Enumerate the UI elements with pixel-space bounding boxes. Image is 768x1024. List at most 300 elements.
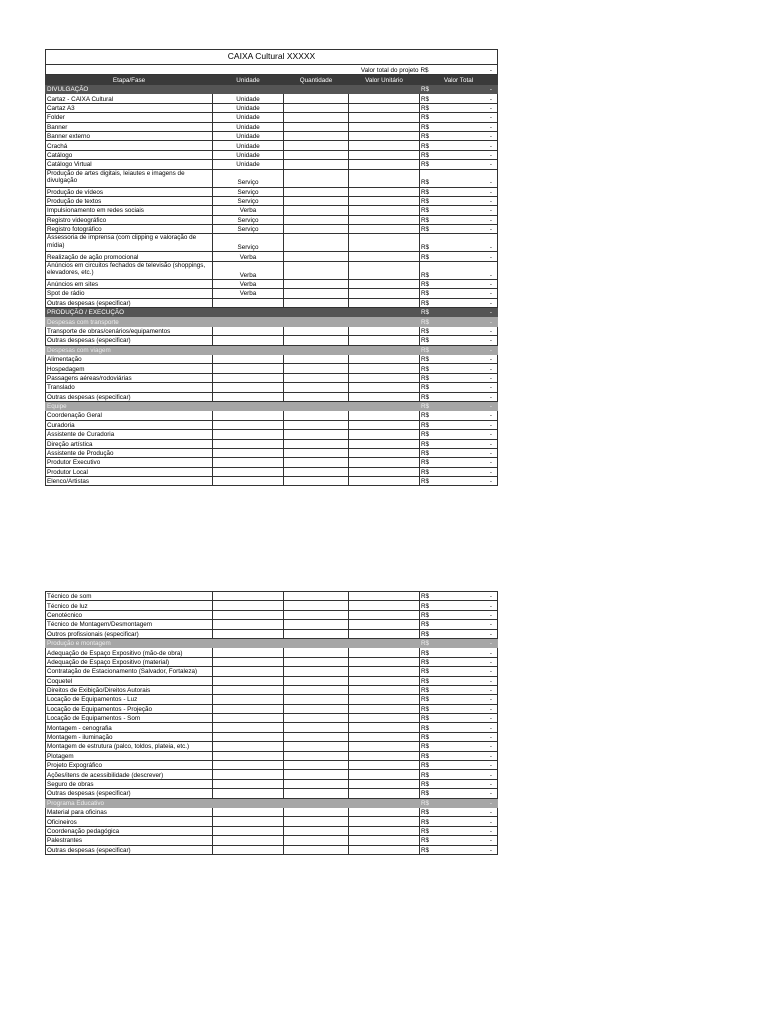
budget-row [46, 113, 498, 122]
total-cell[interactable] [420, 131, 498, 140]
total-value: - [489, 743, 492, 751]
unit-value-cell[interactable] [349, 411, 420, 420]
total-cell[interactable] [420, 261, 498, 279]
total-cell[interactable] [420, 206, 498, 215]
total-value: - [489, 421, 493, 429]
project-total-value[interactable]: R$ - [420, 65, 498, 75]
unit-cell[interactable] [213, 770, 284, 779]
unit-cell[interactable] [213, 610, 284, 619]
total-cell[interactable] [420, 676, 498, 685]
quantity-cell[interactable] [284, 826, 349, 835]
unit-cell[interactable] [213, 629, 284, 638]
unit-cell[interactable] [213, 354, 284, 363]
total-value: - [489, 86, 493, 94]
unit-cell[interactable] [213, 714, 284, 723]
unit-value-cell[interactable] [349, 648, 420, 657]
unit-value-cell[interactable] [349, 150, 420, 159]
unit-value-cell[interactable] [349, 373, 420, 382]
total-cell[interactable] [420, 122, 498, 131]
total-value: - [489, 374, 493, 382]
quantity-cell[interactable] [284, 364, 349, 373]
unit-cell [213, 308, 284, 317]
quantity-cell[interactable] [284, 215, 349, 224]
quantity-cell[interactable] [284, 685, 349, 694]
unit-cell[interactable]: Serviço [213, 215, 284, 224]
total-value: - [489, 752, 492, 760]
total-cell[interactable] [420, 103, 498, 112]
total-cell[interactable] [420, 723, 498, 732]
unit-value-cell[interactable] [349, 477, 420, 486]
quantity-cell[interactable] [284, 131, 349, 140]
quantity-cell[interactable] [284, 845, 349, 854]
quantity-cell[interactable] [284, 770, 349, 779]
total-cell[interactable] [420, 638, 498, 647]
total-cell[interactable] [420, 448, 498, 457]
quantity-cell[interactable] [284, 169, 349, 187]
total-cell[interactable] [420, 439, 498, 448]
unit-cell[interactable] [213, 704, 284, 713]
unit-value-cell[interactable] [349, 289, 420, 298]
quantity-cell[interactable] [284, 620, 349, 629]
quantity-cell[interactable] [284, 789, 349, 798]
quantity-cell[interactable] [284, 187, 349, 196]
unit-cell[interactable] [213, 685, 284, 694]
unit-cell[interactable]: Unidade [213, 160, 284, 169]
total-cell[interactable] [420, 196, 498, 205]
total-cell[interactable] [420, 169, 498, 187]
total-cell[interactable] [420, 826, 498, 835]
total-cell[interactable] [420, 601, 498, 610]
total-cell[interactable] [420, 160, 498, 169]
quantity-cell[interactable] [284, 477, 349, 486]
quantity-cell[interactable] [284, 420, 349, 429]
total-cell[interactable] [420, 685, 498, 694]
unit-cell[interactable] [213, 657, 284, 666]
quantity-cell[interactable] [284, 141, 349, 150]
unit-value-cell[interactable] [349, 732, 420, 741]
total-cell[interactable] [420, 113, 498, 122]
quantity-cell[interactable] [284, 279, 349, 288]
row-label: Outras despesas (especificar) [46, 392, 213, 401]
quantity-cell [284, 345, 349, 354]
unit-value-cell[interactable] [349, 448, 420, 457]
quantity-cell[interactable] [284, 94, 349, 103]
total-cell[interactable] [420, 695, 498, 704]
total-cell[interactable] [420, 289, 498, 298]
unit-value-cell[interactable] [349, 169, 420, 187]
unit-cell[interactable] [213, 364, 284, 373]
currency-symbol: R$ [421, 677, 430, 685]
unit-value-cell[interactable] [349, 103, 420, 112]
quantity-cell[interactable] [284, 723, 349, 732]
quantity-cell[interactable] [284, 817, 349, 826]
unit-cell[interactable] [213, 742, 284, 751]
unit-cell[interactable]: Serviço [213, 169, 284, 187]
total-cell[interactable] [420, 807, 498, 816]
unit-cell[interactable]: Verba [213, 289, 284, 298]
unit-value-cell[interactable] [349, 392, 420, 401]
unit-value-cell[interactable] [349, 160, 420, 169]
quantity-cell[interactable] [284, 298, 349, 307]
unit-value-cell[interactable] [349, 187, 420, 196]
unit-value-cell[interactable] [349, 364, 420, 373]
unit-value-cell[interactable] [349, 141, 420, 150]
row-label: Montagem - iluminação [46, 732, 213, 741]
total-cell[interactable] [420, 317, 498, 326]
unit-value-cell[interactable] [349, 723, 420, 732]
unit-value-cell[interactable] [349, 430, 420, 439]
total-value: - [489, 771, 492, 779]
unit-value-cell[interactable] [349, 601, 420, 610]
total-cell[interactable] [420, 354, 498, 363]
unit-value-cell[interactable] [349, 761, 420, 770]
unit-value-cell[interactable] [349, 298, 420, 307]
row-label: Realização de ação promocional [46, 252, 213, 261]
quantity-cell[interactable] [284, 326, 349, 335]
total-cell[interactable] [420, 667, 498, 676]
unit-value-cell[interactable] [349, 685, 420, 694]
total-cell[interactable] [420, 345, 498, 354]
quantity-cell[interactable] [284, 354, 349, 363]
unit-value-cell[interactable] [349, 131, 420, 140]
budget-row [46, 676, 498, 685]
unit-value-cell[interactable] [349, 807, 420, 816]
row-label: Direitos de Exibição/Direitos Autorais [46, 685, 213, 694]
unit-cell[interactable] [213, 592, 284, 601]
quantity-cell[interactable] [284, 439, 349, 448]
quantity-cell[interactable] [284, 160, 349, 169]
unit-cell[interactable]: Unidade [213, 150, 284, 159]
unit-cell[interactable] [213, 845, 284, 854]
unit-cell[interactable] [213, 817, 284, 826]
unit-cell[interactable] [213, 467, 284, 476]
total-cell[interactable] [420, 150, 498, 159]
quantity-cell[interactable] [284, 704, 349, 713]
unit-cell[interactable] [213, 732, 284, 741]
quantity-cell[interactable] [284, 122, 349, 131]
row-label: Registro videográfico [46, 215, 213, 224]
total-cell[interactable] [420, 620, 498, 629]
unit-cell[interactable]: Unidade [213, 94, 284, 103]
unit-cell[interactable] [213, 326, 284, 335]
budget-row [46, 648, 498, 657]
unit-cell[interactable] [213, 751, 284, 760]
quantity-cell[interactable] [284, 113, 349, 122]
total-cell[interactable] [420, 648, 498, 657]
total-cell[interactable] [420, 798, 498, 807]
quantity-cell[interactable] [284, 392, 349, 401]
unit-cell[interactable] [213, 807, 284, 816]
total-value: - [489, 142, 493, 150]
total-cell[interactable] [420, 401, 498, 410]
total-cell[interactable] [420, 836, 498, 845]
quantity-cell[interactable] [284, 751, 349, 760]
unit-cell[interactable] [213, 448, 284, 457]
total-cell[interactable] [420, 845, 498, 854]
unit-cell[interactable] [213, 458, 284, 467]
unit-cell[interactable]: Serviço [213, 187, 284, 196]
row-label: Adequação de Espaço Expositivo (mão-de obra) [46, 648, 213, 657]
quantity-cell[interactable] [284, 261, 349, 279]
unit-value-cell[interactable] [349, 252, 420, 261]
budget-row [46, 714, 498, 723]
total-cell[interactable] [420, 477, 498, 486]
total-cell[interactable] [420, 215, 498, 224]
unit-cell[interactable] [213, 723, 284, 732]
unit-cell[interactable] [213, 779, 284, 788]
quantity-cell [284, 85, 349, 94]
quantity-cell[interactable] [284, 336, 349, 345]
unit-cell[interactable] [213, 789, 284, 798]
total-value: - [489, 705, 492, 713]
unit-cell[interactable]: Unidade [213, 131, 284, 140]
unit-cell[interactable] [213, 836, 284, 845]
column-header: Unidade [213, 75, 284, 85]
unit-cell[interactable] [213, 601, 284, 610]
unit-value-cell[interactable] [349, 751, 420, 760]
total-cell[interactable] [420, 252, 498, 261]
total-cell[interactable] [420, 732, 498, 741]
unit-value-cell[interactable] [349, 770, 420, 779]
total-cell[interactable] [420, 714, 498, 723]
total-cell[interactable] [420, 629, 498, 638]
unit-cell[interactable] [213, 676, 284, 685]
quantity-cell[interactable] [284, 732, 349, 741]
unit-cell[interactable]: Verba [213, 261, 284, 279]
quantity-cell[interactable] [284, 383, 349, 392]
row-label: Montagem - cenografia [46, 723, 213, 732]
unit-value-cell[interactable] [349, 234, 420, 252]
total-cell[interactable] [420, 592, 498, 601]
total-value: - [489, 640, 492, 648]
budget-row [46, 187, 498, 196]
unit-cell[interactable] [213, 336, 284, 345]
total-value: - [489, 846, 492, 854]
total-cell[interactable] [420, 411, 498, 420]
quantity-cell[interactable] [284, 601, 349, 610]
total-cell[interactable] [420, 392, 498, 401]
total-cell[interactable] [420, 279, 498, 288]
quantity-cell[interactable] [284, 252, 349, 261]
budget-row [46, 704, 498, 713]
quantity-cell[interactable] [284, 629, 349, 638]
unit-cell[interactable]: Unidade [213, 103, 284, 112]
total-cell[interactable] [420, 467, 498, 476]
unit-cell[interactable] [213, 411, 284, 420]
total-cell[interactable] [420, 420, 498, 429]
unit-value-cell[interactable] [349, 94, 420, 103]
total-cell[interactable] [420, 141, 498, 150]
total-cell[interactable] [420, 779, 498, 788]
unit-cell[interactable]: Serviço [213, 234, 284, 252]
total-cell[interactable] [420, 770, 498, 779]
unit-value-cell[interactable] [349, 836, 420, 845]
quantity-cell[interactable] [284, 225, 349, 234]
currency-symbol: R$ [421, 207, 430, 215]
total-cell[interactable] [420, 298, 498, 307]
unit-cell[interactable] [213, 761, 284, 770]
quantity-cell[interactable] [284, 836, 349, 845]
unit-cell[interactable] [213, 826, 284, 835]
unit-value-cell[interactable] [349, 817, 420, 826]
unit-cell[interactable]: Unidade [213, 141, 284, 150]
unit-value-cell[interactable] [349, 383, 420, 392]
currency-symbol: R$ [421, 799, 430, 807]
unit-cell[interactable]: Serviço [213, 196, 284, 205]
unit-value-cell[interactable] [349, 704, 420, 713]
total-cell[interactable] [420, 704, 498, 713]
unit-cell[interactable] [213, 430, 284, 439]
unit-value-cell[interactable] [349, 629, 420, 638]
unit-value-cell[interactable] [349, 620, 420, 629]
unit-cell[interactable] [213, 373, 284, 382]
quantity-cell[interactable] [284, 676, 349, 685]
total-value: - [489, 309, 493, 317]
unit-value-cell[interactable] [349, 279, 420, 288]
unit-value-cell[interactable] [349, 196, 420, 205]
unit-value-cell[interactable] [349, 676, 420, 685]
unit-value-cell[interactable] [349, 657, 420, 666]
unit-value-cell[interactable] [349, 215, 420, 224]
quantity-cell[interactable] [284, 150, 349, 159]
currency-symbol: R$ [421, 649, 430, 657]
total-cell[interactable] [420, 187, 498, 196]
currency-symbol: R$ [421, 687, 430, 695]
total-cell[interactable] [420, 383, 498, 392]
currency-symbol: R$ [421, 244, 430, 252]
unit-value-cell[interactable] [349, 113, 420, 122]
unit-value-cell[interactable] [349, 326, 420, 335]
row-label: Palestrantes [46, 836, 213, 845]
unit-value-cell[interactable] [349, 610, 420, 619]
total-cell[interactable] [420, 234, 498, 252]
row-label: Projeto Expográfico [46, 761, 213, 770]
total-cell[interactable] [420, 373, 498, 382]
quantity-cell[interactable] [284, 430, 349, 439]
unit-value-cell[interactable] [349, 695, 420, 704]
quantity-cell[interactable] [284, 657, 349, 666]
total-cell[interactable] [420, 336, 498, 345]
unit-value-cell[interactable] [349, 845, 420, 854]
unit-value-cell[interactable] [349, 667, 420, 676]
quantity-cell[interactable] [284, 196, 349, 205]
unit-value-cell[interactable] [349, 779, 420, 788]
quantity-cell[interactable] [284, 458, 349, 467]
total-cell[interactable] [420, 657, 498, 666]
unit-cell[interactable] [213, 298, 284, 307]
unit-value-cell[interactable] [349, 467, 420, 476]
unit-cell[interactable] [213, 392, 284, 401]
unit-value-cell[interactable] [349, 592, 420, 601]
quantity-cell[interactable] [284, 289, 349, 298]
unit-value-cell[interactable] [349, 354, 420, 363]
unit-cell[interactable] [213, 648, 284, 657]
unit-value-cell[interactable] [349, 439, 420, 448]
unit-value-cell[interactable] [349, 336, 420, 345]
row-label: Locação de Equipamentos - Luz [46, 695, 213, 704]
quantity-cell[interactable] [284, 467, 349, 476]
quantity-cell[interactable] [284, 206, 349, 215]
total-value: - [489, 188, 493, 196]
unit-cell[interactable]: Serviço [213, 225, 284, 234]
total-cell[interactable] [420, 326, 498, 335]
quantity-cell[interactable] [284, 373, 349, 382]
unit-value-cell[interactable] [349, 225, 420, 234]
currency-symbol: R$ [421, 198, 430, 206]
total-cell[interactable] [420, 94, 498, 103]
quantity-cell[interactable] [284, 610, 349, 619]
quantity-cell[interactable] [284, 234, 349, 252]
row-label: Anúncios em sites [46, 279, 213, 288]
quantity-cell[interactable] [284, 411, 349, 420]
unit-value-cell[interactable] [349, 714, 420, 723]
unit-value-cell [349, 401, 420, 410]
total-cell[interactable] [420, 225, 498, 234]
quantity-cell[interactable] [284, 779, 349, 788]
quantity-cell[interactable] [284, 742, 349, 751]
total-cell[interactable] [420, 430, 498, 439]
unit-value-cell[interactable] [349, 826, 420, 835]
row-label: Produtor Executivo [46, 458, 213, 467]
total-value: - [489, 281, 493, 289]
total-cell[interactable] [420, 610, 498, 619]
unit-cell[interactable]: Verba [213, 279, 284, 288]
quantity-cell[interactable] [284, 761, 349, 770]
total-cell[interactable] [420, 458, 498, 467]
quantity-cell[interactable] [284, 667, 349, 676]
total-value: - [489, 459, 493, 467]
quantity-cell[interactable] [284, 448, 349, 457]
unit-value-cell[interactable] [349, 122, 420, 131]
total-cell[interactable] [420, 742, 498, 751]
total-cell[interactable] [420, 85, 498, 94]
unit-cell[interactable]: Unidade [213, 122, 284, 131]
row-label: Contratação de Estacionamento (Salvador, Fortaleza) [46, 667, 213, 676]
unit-cell[interactable]: Verba [213, 206, 284, 215]
unit-cell[interactable]: Unidade [213, 113, 284, 122]
total-cell[interactable] [420, 817, 498, 826]
unit-cell[interactable] [213, 695, 284, 704]
unit-value-cell[interactable] [349, 261, 420, 279]
quantity-cell[interactable] [284, 714, 349, 723]
unit-value-cell[interactable] [349, 742, 420, 751]
unit-value-cell[interactable] [349, 206, 420, 215]
unit-value-cell[interactable] [349, 458, 420, 467]
unit-cell[interactable] [213, 477, 284, 486]
unit-value-cell[interactable] [349, 420, 420, 429]
unit-cell[interactable] [213, 667, 284, 676]
quantity-cell[interactable] [284, 695, 349, 704]
total-value: - [489, 468, 493, 476]
total-value: - [489, 818, 492, 826]
total-cell[interactable] [420, 308, 498, 317]
unit-cell[interactable] [213, 439, 284, 448]
quantity-cell[interactable] [284, 592, 349, 601]
total-cell[interactable] [420, 789, 498, 798]
total-cell[interactable] [420, 761, 498, 770]
quantity-cell[interactable] [284, 103, 349, 112]
quantity-cell[interactable] [284, 807, 349, 816]
unit-cell[interactable]: Verba [213, 252, 284, 261]
unit-cell[interactable] [213, 420, 284, 429]
total-value: - [489, 403, 493, 411]
unit-value-cell[interactable] [349, 789, 420, 798]
total-cell[interactable] [420, 364, 498, 373]
unit-cell[interactable] [213, 383, 284, 392]
unit-cell[interactable] [213, 620, 284, 629]
quantity-cell[interactable] [284, 648, 349, 657]
total-cell[interactable] [420, 751, 498, 760]
